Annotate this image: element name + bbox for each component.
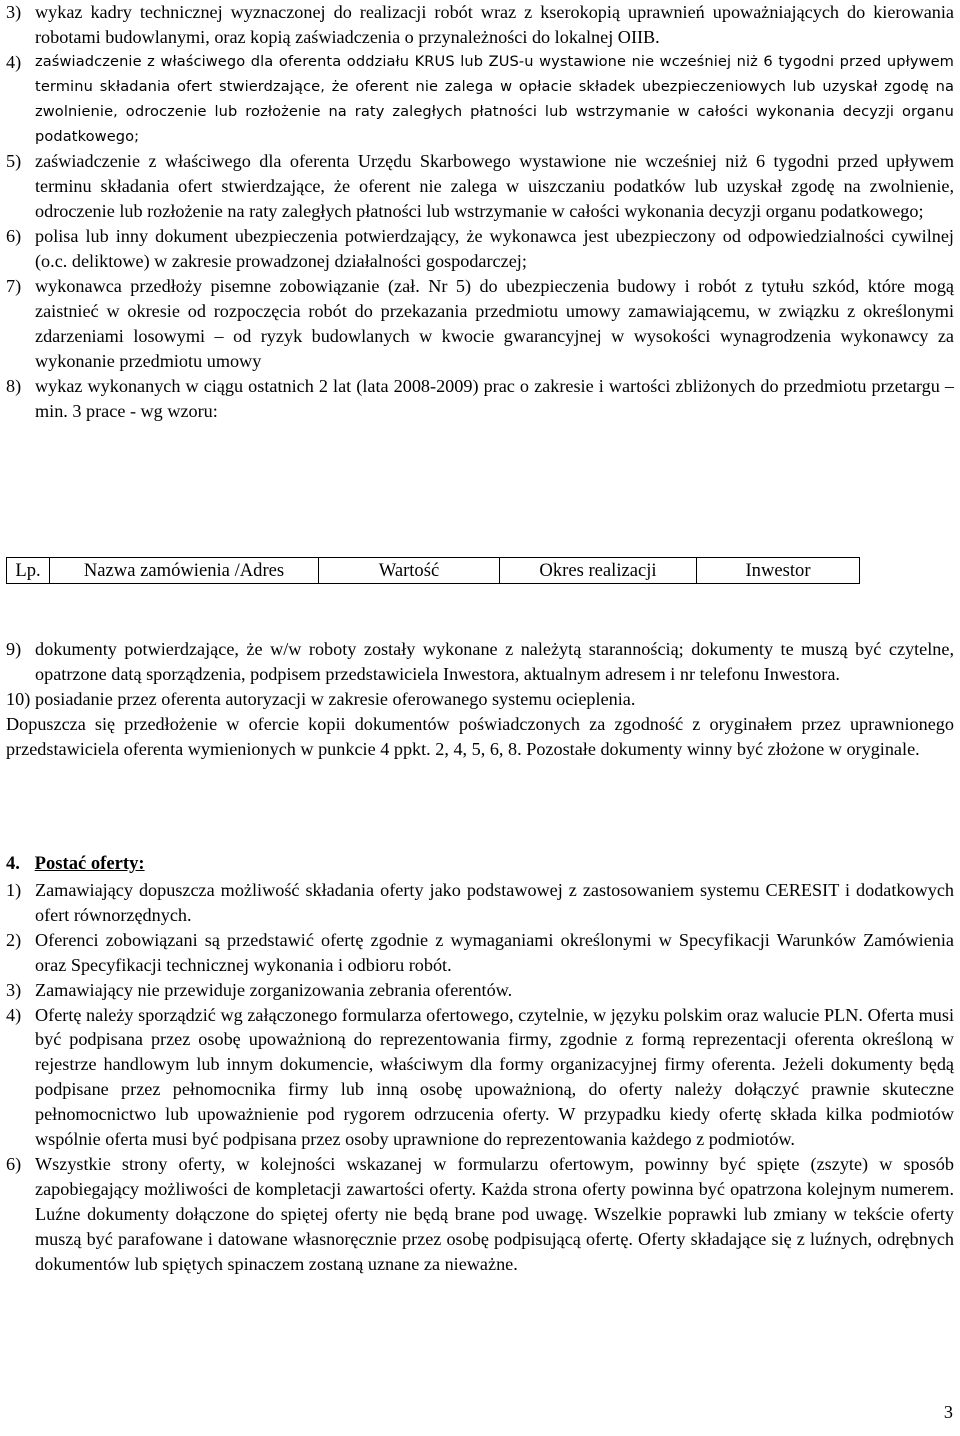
item-text: zaświadczenie z właściwego dla oferenta oddziału KRUS lub ZUS-u wystawione nie wcześniej niż 6 tygodni przed upływem terminu składania ofert stwierdzające, że oferent nie zalega w opłacie składek ubezpieczeniowych lub uzyskał zgodę na zwolnienie, odroczenie lub rozłożenie na raty zaległych płatności lub wstrzymanie w całości wykonania decyzji organu podatkowego; bbox=[35, 52, 954, 145]
copies-paragraph: Dopuszcza się przedłożenie w ofercie kopii dokumentów poświadczonych za zgodność z oryginałem przez uprawnionego przedstawiciela oferenta wymienionych w punkcie 4 ppkt. 2, 4, 5, 6, 8. Pozostałe dokumenty winny być złożone w oryginale. bbox=[6, 713, 954, 759]
table-header-cell: Inwestor bbox=[697, 558, 860, 584]
list-item bbox=[6, 149, 954, 224]
item-number: 8) bbox=[6, 375, 22, 396]
item-number: 4) bbox=[6, 51, 22, 72]
item-number: 9) bbox=[6, 639, 22, 659]
item-number: 6) bbox=[6, 1153, 22, 1174]
section-heading bbox=[6, 853, 954, 875]
list-item bbox=[6, 928, 954, 978]
requirements-list-bottom bbox=[6, 637, 954, 762]
item-number: 3) bbox=[6, 979, 22, 1000]
table-header-cell: Okres realizacji bbox=[500, 558, 697, 584]
item-number: 5) bbox=[6, 151, 22, 172]
list-item bbox=[6, 224, 954, 274]
item-text: wykaz kadry technicznej wyznaczonej do realizacji robót wraz z kserokopią uprawnień upoważniających do kierowania robotami budowlanymi, oraz kopią zaświadczenia o przynależności do lokalnej OIIB. bbox=[35, 2, 954, 47]
item-text: polisa lub inny dokument ubezpieczenia potwierdzający, że wykonawca jest ubezpieczony od odpowiedzialności cywilnej (o.c. deliktowe) w zakresie prowadzonej działalności gospodarczej; bbox=[35, 226, 954, 272]
item-number: 10) bbox=[6, 688, 31, 709]
item-text: Zamawiający nie przewiduje zorganizowania zebrania oferentów. bbox=[35, 979, 513, 1000]
list-item bbox=[6, 50, 954, 150]
table-header-cell: Nazwa zamówienia /Adres bbox=[50, 558, 319, 584]
item-text: wykaz wykonanych w ciągu ostatnich 2 lat (lata 2008-2009) prac o zakresie i wartości zbliżonych do przedmiotu przetargu – min. 3 prace - wg wzoru: bbox=[35, 375, 954, 421]
list-item bbox=[6, 637, 954, 687]
list-item bbox=[6, 1003, 954, 1152]
section-number: 4. bbox=[6, 853, 20, 874]
item-text: wykonawca przedłoży pisemne zobowiązanie (zał. Nr 5) do ubezpieczenia budowy i robót z tytułu szkód, które mogą zaistnieć w okresie od rozpoczęcia robót do przekazania przedmiotu umowy zamawiającemu, w związku z określonymi zdarzeniami losowymi – od ryzyk budowlanych w kwocie gwarancyjnej w wysokości wynagrodzenia wykonawcy za wykonanie przedmiotu umowy bbox=[35, 275, 954, 371]
list-item bbox=[6, 274, 954, 374]
list-item bbox=[6, 687, 954, 712]
item-number: 3) bbox=[6, 2, 22, 22]
table-header-cell: Lp. bbox=[7, 558, 50, 584]
works-table bbox=[6, 557, 860, 584]
requirements-list-top bbox=[6, 0, 954, 423]
item-number: 6) bbox=[6, 226, 22, 247]
item-text: Zamawiający dopuszcza możliwość składania oferty jako podstawowej z zastosowaniem systemu CERESIT i dodatkowych ofert równorzędnych. bbox=[35, 880, 954, 925]
item-number: 1) bbox=[6, 880, 22, 900]
item-text: dokumenty potwierdzające, że w/w roboty zostały wykonane z należytą starannością; dokumenty te muszą być czytelne, opatrzone datą sporządzenia, podpisem przedstawiciela Inwestora, aktualnym adresem i nr telefonu Inwestora. bbox=[35, 639, 954, 684]
list-item bbox=[6, 978, 954, 1003]
item-text: Oferenci zobowiązani są przedstawić ofertę zgodnie z wymaganiami określonymi w Specyfikacji Warunków Zamówienia oraz Specyfikacji technicznej wykonania i odbioru robót. bbox=[35, 929, 954, 975]
list-item bbox=[6, 374, 954, 424]
item-number: 7) bbox=[6, 275, 22, 296]
item-number: 2) bbox=[6, 929, 22, 950]
item-text: zaświadczenie z właściwego dla oferenta Urzędu Skarbowego wystawione nie wcześniej niż 6 tygodni przed upływem terminu składania ofert stwierdzające, że oferent nie zalega w uiszczaniu podatków lub uzyskał zgodę na zwolnienie, odroczenie lub rozłożenie na raty zaległych płatności lub wstrzymanie w całości wykonania decyzji organu podatkowego; bbox=[35, 151, 954, 222]
list-item bbox=[6, 1152, 954, 1277]
list-item bbox=[6, 0, 954, 50]
item-text: posiadanie przez oferenta autoryzacji w zakresie oferowanego systemu ocieplenia. bbox=[35, 688, 636, 709]
section-title: Postać oferty: bbox=[34, 853, 145, 874]
offer-list bbox=[6, 878, 954, 1277]
table-header-cell: Wartość bbox=[319, 558, 500, 584]
item-text: Wszystkie strony oferty, w kolejności wskazanej w formularzu ofertowym, powinny być spięte (zszyte) w sposób zapobiegający możliwości de kompletacji zawartości oferty. Każda strona oferty powinna być opatrzona kolejnym numerem. Luźne dokumenty dołączone do spiętej oferty nie będą brane pod uwagę. Wszelkie poprawki lub zmiany w tekście oferty muszą być parafowane i datowane własnoręcznie przez osobę podpisującą ofertę. Oferty składające się z luźnych, odrębnych dokumentów lub spiętych spinaczem zostaną uznane za nieważne. bbox=[35, 1153, 954, 1274]
item-text: Ofertę należy sporządzić wg załączonego formularza ofertowego, czytelnie, w języku polskim oraz walucie PLN. Oferta musi być podpisana przez osobę upoważnioną do reprezentowania firmy, zgodnie z formą reprezentacji oferenta określoną w rejestrze handlowym lub innym dokumencie, właściwym dla formy organizacyjnej firmy oferenta. Jeżeli dokumenty będą podpisane przez pełnomocnika firmy lub inną osobę upoważnioną, do oferty należy dołączyć prawnie skuteczne pełnomocnictwo lub upoważnienie pod rygorem odrzucenia oferty. W przypadku kiedy ofertę składa kilka podmiotów wspólnie oferta musi być podpisana przez osoby uprawnione do reprezentowania każdego z podmiotów. bbox=[35, 1004, 954, 1150]
page-number: 3 bbox=[943, 1402, 953, 1422]
list-item bbox=[6, 878, 954, 928]
table-header-row bbox=[7, 558, 860, 584]
item-number: 4) bbox=[6, 1004, 22, 1025]
